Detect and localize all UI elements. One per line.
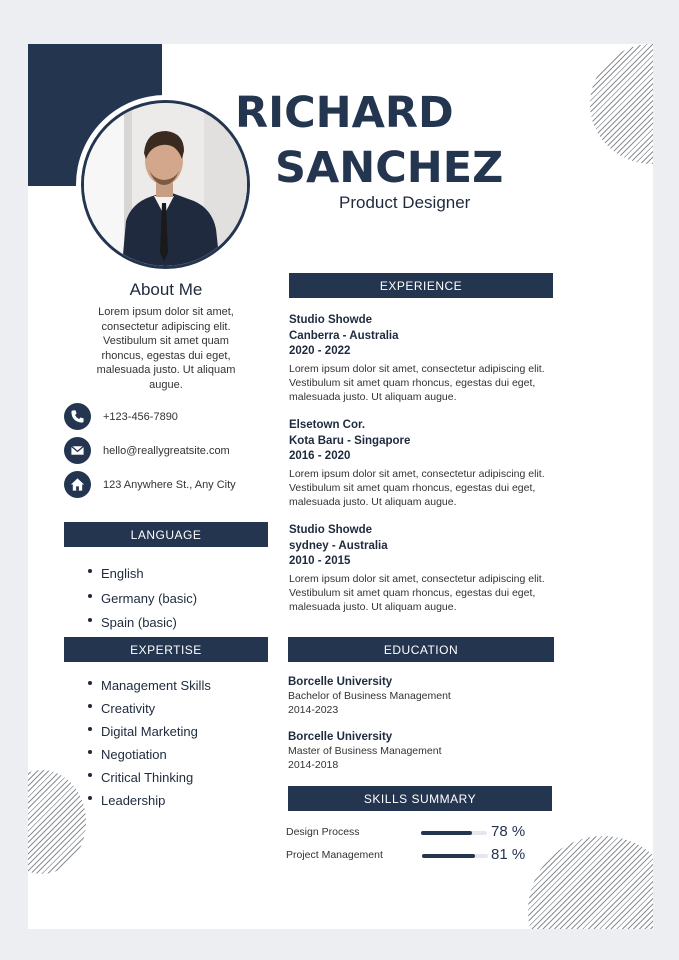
hatch-circle-left (28, 770, 86, 874)
job-title: Product Designer (339, 193, 471, 212)
skill-percent: 81 % (491, 846, 526, 863)
about-line: augue. (149, 378, 183, 391)
skill-percent: 78 % (491, 823, 526, 840)
description-line: Lorem ipsum dolor sit amet, consectetur adipiscing elit. (289, 362, 545, 375)
study-years: 2014-2018 (288, 758, 339, 771)
skill-row (286, 847, 576, 865)
job-location: Kota Baru - Singapore (289, 434, 411, 447)
education-heading: EDUCATION (288, 637, 554, 662)
description-line: Vestibulum sit amet quam rhoncus, egestas dui eget, (289, 481, 536, 494)
skill-bar-track (422, 854, 488, 858)
email-address: hello@reallygreatsite.com (103, 444, 230, 457)
job-description (289, 467, 579, 509)
list-item: Leadership (88, 789, 211, 812)
school-name: Borcelle University (288, 731, 393, 743)
about-line: malesuada justo. Ut aliquam (96, 364, 236, 376)
list-item: Digital Marketing (88, 720, 211, 743)
last-name: SANCHEZ (275, 143, 504, 193)
list-item: Negotiation (88, 743, 211, 766)
expertise-list (88, 674, 211, 812)
study-years: 2014-2023 (288, 703, 339, 716)
about-line: Lorem ipsum dolor sit amet, (98, 306, 234, 318)
list-item: Creativity (88, 697, 211, 720)
list-item: Germany (basic) (88, 587, 197, 612)
description-line: Lorem ipsum dolor sit amet, consectetur adipiscing elit. (289, 467, 545, 480)
list-item: Critical Thinking (88, 766, 211, 789)
experience-heading: EXPERIENCE (289, 273, 553, 298)
description-line: malesuada justo. Ut aliquam augue. (289, 495, 457, 508)
job-period: 2010 - 2015 (289, 555, 351, 567)
mail-icon (64, 437, 91, 464)
description-line: Lorem ipsum dolor sit amet, consectetur adipiscing elit. (289, 572, 545, 585)
skill-label: Project Management (286, 849, 383, 861)
list-item: Management Skills (88, 674, 211, 697)
home-icon (64, 471, 91, 498)
contact-phone (64, 403, 178, 430)
language-list (88, 562, 197, 636)
about-line: rhoncus, egestas dui eget, (101, 349, 231, 362)
degree: Bachelor of Business Management (288, 690, 451, 702)
contact-email (64, 437, 230, 464)
expertise-heading: EXPERTISE (64, 637, 268, 662)
about-text (74, 305, 258, 392)
skill-bar-fill (421, 831, 472, 835)
description-line: Vestibulum sit amet quam rhoncus, egestas dui eget, (289, 376, 536, 389)
skills-heading: SKILLS SUMMARY (288, 786, 552, 811)
job-description (289, 572, 579, 614)
description-line: malesuada justo. Ut aliquam augue. (289, 390, 457, 403)
experience-entry (289, 523, 579, 614)
company-name: Studio Showde (289, 314, 373, 326)
job-period: 2020 - 2022 (289, 345, 351, 357)
portrait-illustration (84, 103, 247, 266)
education-entry (288, 730, 442, 772)
skill-bar-track (421, 831, 487, 835)
degree: Master of Business Management (288, 745, 442, 757)
skill-row (286, 824, 576, 842)
job-period: 2016 - 2020 (289, 450, 351, 462)
company-name: Studio Showde (289, 524, 373, 536)
education-entry (288, 675, 451, 717)
contact-address (64, 471, 236, 498)
description-line: Vestibulum sit amet quam rhoncus, egestas dui eget, (289, 586, 536, 599)
street-address: 123 Anywhere St., Any City (103, 478, 236, 491)
resume-page (28, 44, 653, 929)
about-heading: About Me (129, 280, 203, 299)
description-line: malesuada justo. Ut aliquam augue. (289, 600, 457, 613)
list-item: Spain (basic) (88, 611, 197, 636)
skill-bar-fill (422, 854, 475, 858)
first-name: RICHARD (235, 88, 454, 138)
job-description (289, 362, 579, 404)
profile-photo (81, 100, 250, 269)
list-item: English (88, 562, 197, 587)
school-name: Borcelle University (288, 676, 393, 688)
experience-entry (289, 418, 579, 509)
language-heading: LANGUAGE (64, 522, 268, 547)
about-line: Vestibulum sit amet quam (103, 335, 229, 347)
company-name: Elsetown Cor. (289, 419, 366, 431)
hatch-circle-top-right (590, 44, 653, 164)
job-location: sydney - Australia (289, 539, 388, 552)
skill-label: Design Process (286, 826, 360, 838)
about-line: consectetur adipiscing elit. (101, 320, 231, 333)
phone-number: +123-456-7890 (103, 410, 178, 423)
phone-icon (64, 403, 91, 430)
job-location: Canberra - Australia (289, 329, 399, 342)
experience-entry (289, 313, 579, 404)
